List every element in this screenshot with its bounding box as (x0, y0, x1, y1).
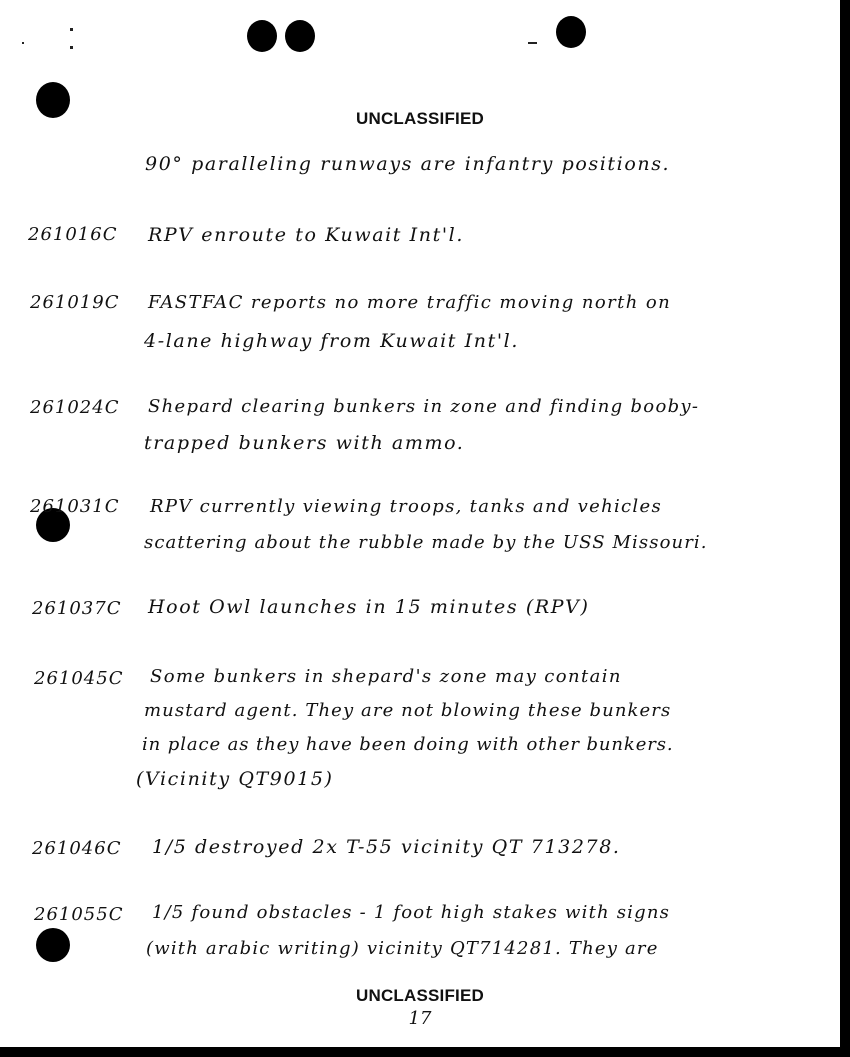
entry-time: 261031C (30, 496, 120, 517)
entry-text: RPV enroute to Kuwait Int'l. (148, 224, 464, 246)
punch-hole (556, 16, 586, 48)
entry-time: 261019C (30, 292, 120, 313)
entry-text: 1/5 found obstacles - 1 foot high stakes with signs (152, 902, 671, 923)
entry-time: 261045C (34, 668, 124, 689)
page-number: 17 (408, 1008, 432, 1029)
entry-text: in place as they have been doing with other bunkers. (142, 734, 674, 755)
entry-text: Hoot Owl launches in 15 minutes (RPV) (148, 596, 590, 618)
entry-text: Shepard clearing bunkers in zone and finding booby- (148, 396, 700, 417)
entry-time: 261046C (32, 838, 122, 859)
entry-text: Some bunkers in shepard's zone may contain (150, 666, 622, 687)
entry-time: 261037C (32, 598, 122, 619)
entry-time: 261024C (30, 397, 120, 418)
entry-text: FASTFAC reports no more traffic moving north on (148, 292, 672, 313)
entry-text: 4-lane highway from Kuwait Int'l. (144, 330, 519, 352)
scan-speck (22, 42, 24, 44)
classification-header: UNCLASSIFIED (355, 109, 485, 128)
continuation-text: 90° paralleling runways are infantry positions. (145, 153, 671, 175)
scan-speck (70, 46, 73, 49)
scan-speck (70, 28, 73, 31)
entry-text: (Vicinity QT9015) (136, 768, 334, 790)
entry-text: trapped bunkers with ammo. (144, 432, 465, 454)
scan-speck (528, 42, 537, 44)
entry-time: 261016C (28, 224, 118, 245)
entry-text: RPV currently viewing troops, tanks and vehicles (150, 496, 662, 517)
punch-hole (36, 928, 70, 962)
entry-text: 1/5 destroyed 2x T-55 vicinity QT 713278. (152, 836, 621, 858)
entry-text: scattering about the rubble made by the USS Missouri. (144, 532, 708, 553)
punch-hole (285, 20, 315, 52)
classification-footer: UNCLASSIFIED (355, 986, 485, 1005)
entry-time: 261055C (34, 904, 124, 925)
entry-text: mustard agent. They are not blowing these bunkers (144, 700, 672, 721)
punch-hole (247, 20, 277, 52)
entry-text: (with arabic writing) vicinity QT714281. They are (146, 938, 659, 959)
